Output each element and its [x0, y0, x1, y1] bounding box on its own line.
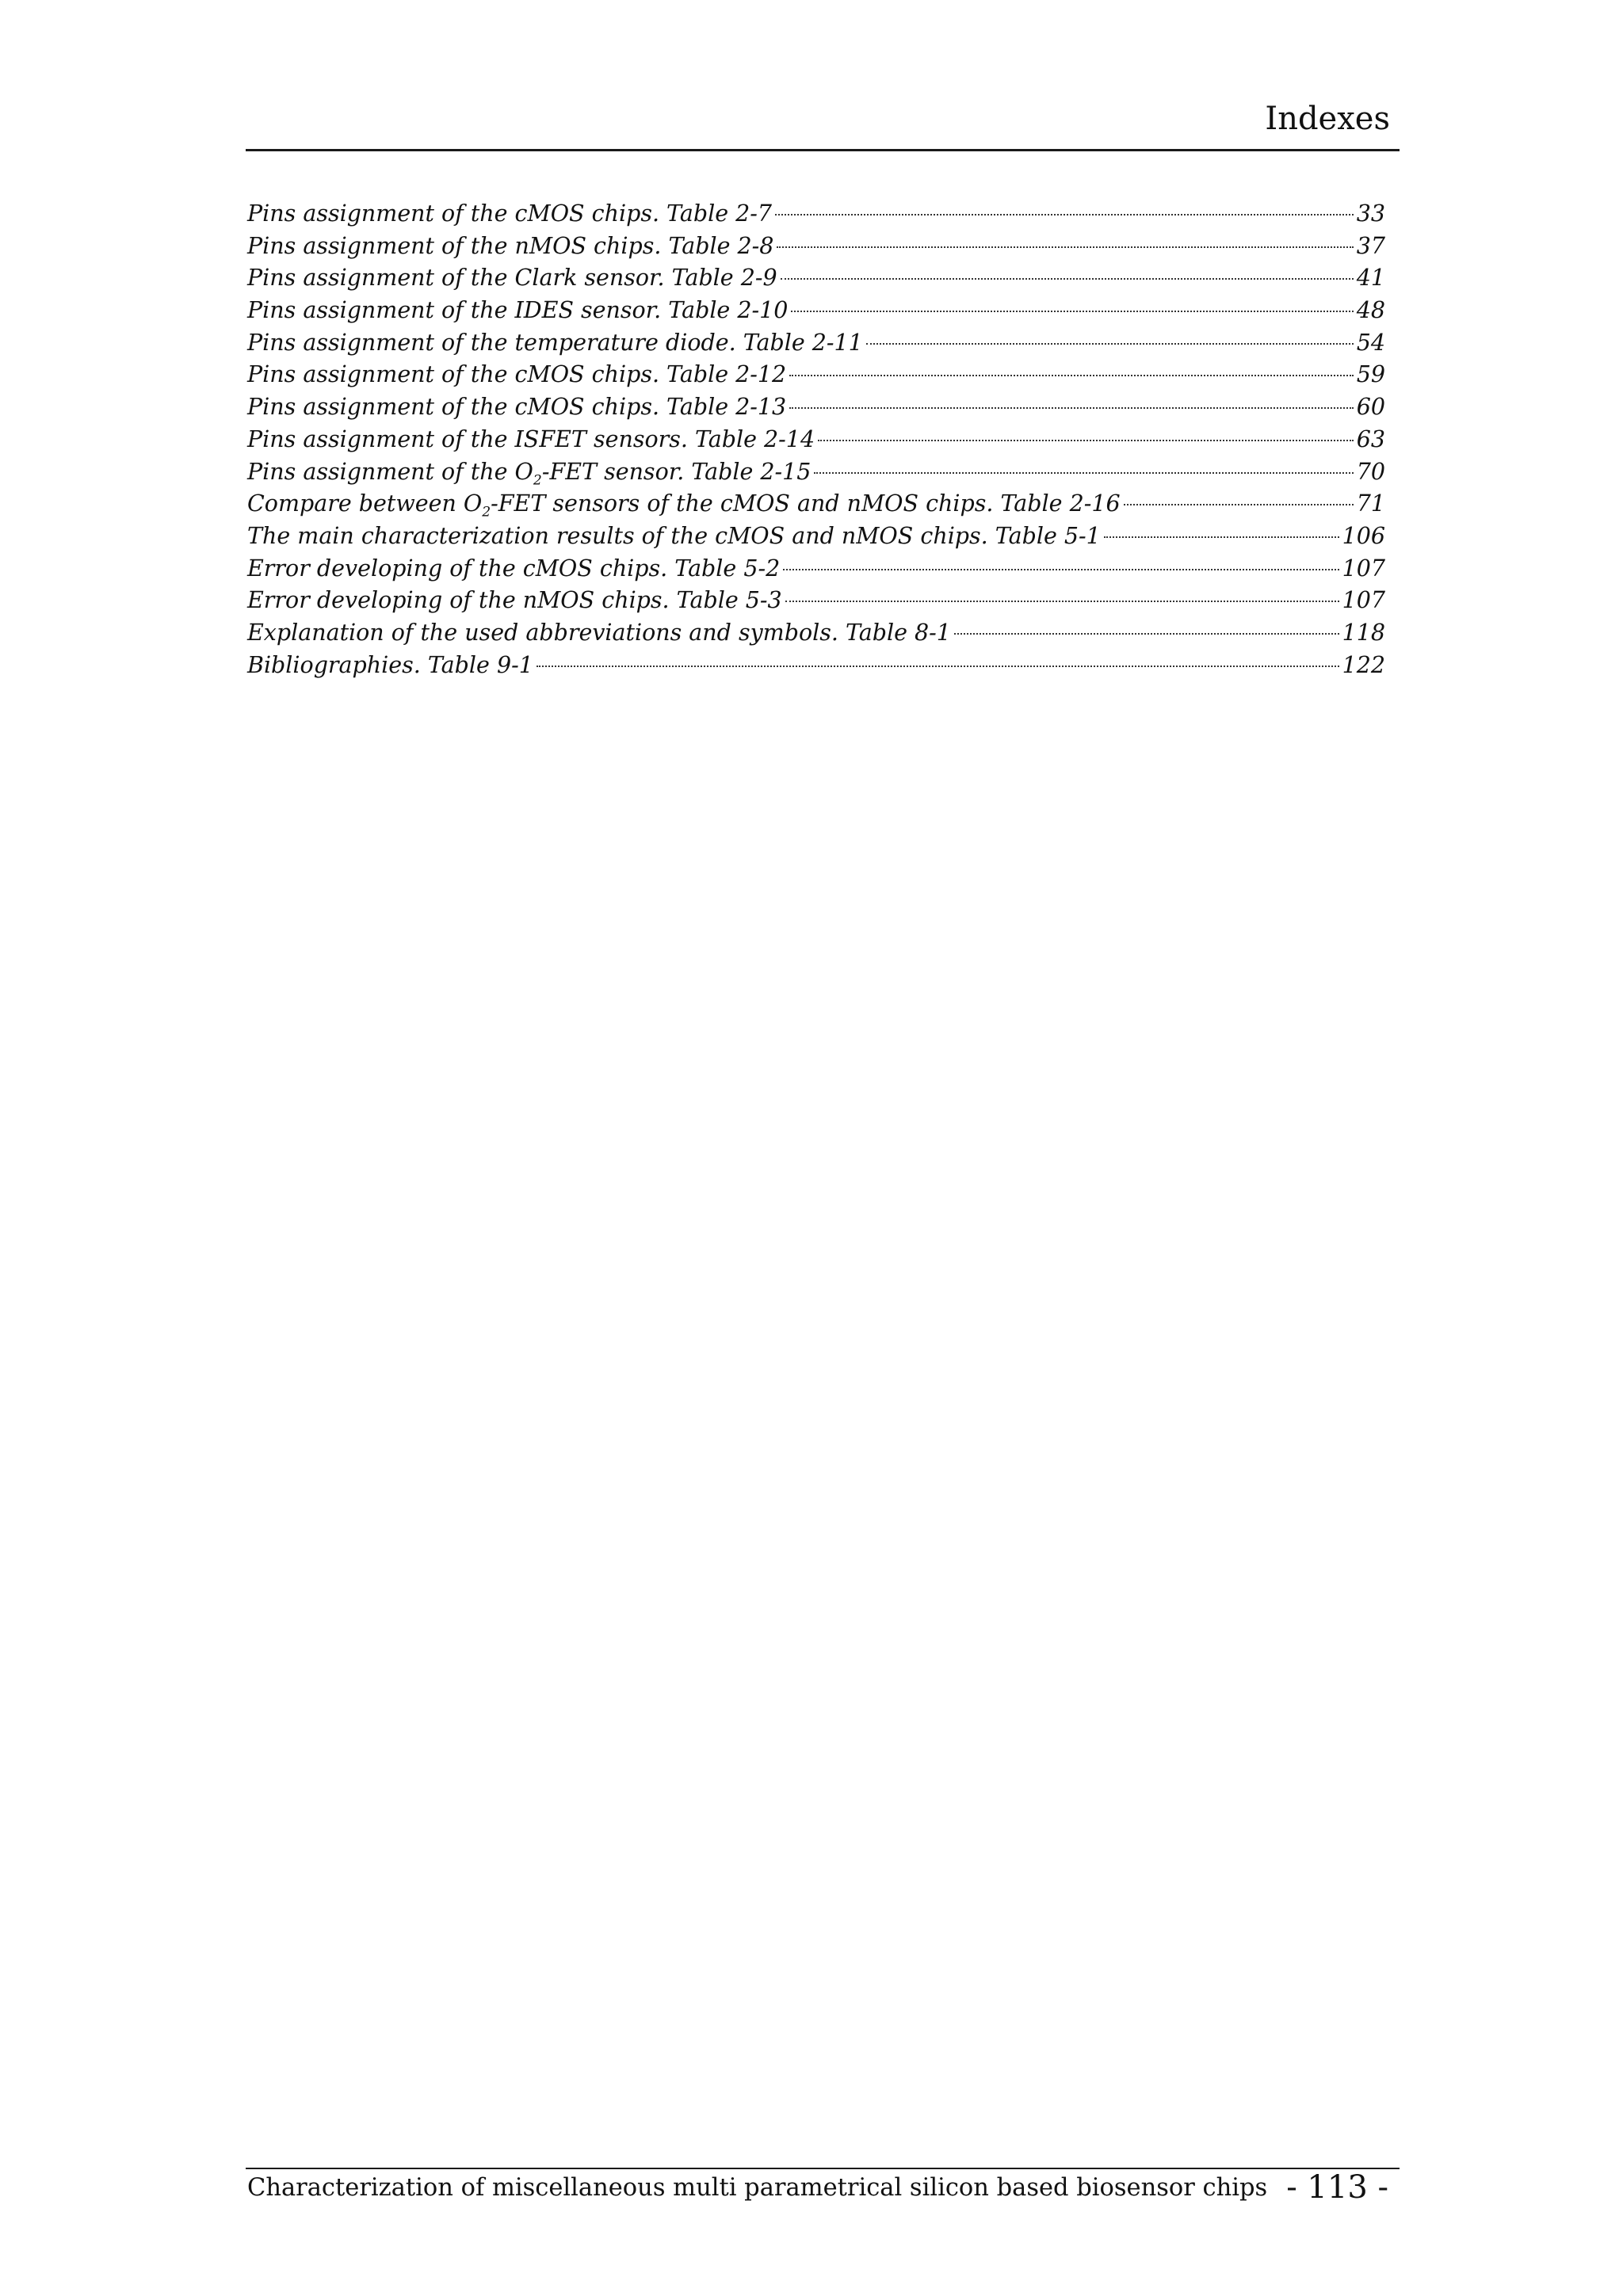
toc-entry-title: Pins assignment of the cMOS chips. Table 2-12 [247, 361, 787, 388]
toc-entry-page: 122 [1342, 651, 1385, 678]
toc-entry[interactable] [247, 553, 1385, 585]
toc-entry-page: 33 [1356, 200, 1385, 227]
toc-entry[interactable] [247, 359, 1385, 391]
toc-entry-title: Pins assignment of the temperature diode. Table 2-11 [247, 329, 863, 356]
page-number: - 113 - [1286, 2169, 1388, 2206]
dot-leader [791, 311, 1353, 312]
toc-entry[interactable] [247, 521, 1385, 553]
dot-leader [777, 246, 1353, 248]
toc-entry-title: Pins assignment of the Clark sensor. Table 2-9 [247, 265, 777, 292]
toc-entry-page: 54 [1356, 329, 1385, 356]
header-title: Indexes [1265, 101, 1390, 137]
dot-leader [781, 278, 1354, 280]
dot-leader [789, 375, 1354, 376]
page-footer [246, 2168, 1400, 2217]
toc-entry-page: 48 [1356, 297, 1385, 324]
toc-entry-title: Error developing of the nMOS chips. Table 5-3 [247, 587, 782, 614]
dot-leader [789, 407, 1354, 409]
dot-leader [954, 633, 1339, 635]
subscript: 2 [533, 472, 542, 489]
toc-entry-title: Compare between $O_2$-FET sensors of the cMOS and nMOS chips. Table 2-16 [247, 490, 1121, 521]
dot-leader [866, 343, 1354, 345]
toc-entry-page: 63 [1356, 425, 1385, 452]
toc-entry-title: Bibliographies. Table 9-1 [247, 651, 533, 678]
toc-entry[interactable] [247, 262, 1385, 295]
toc-entry-title: Error developing of the cMOS chips. Table 5-2 [247, 555, 781, 582]
subscript: 2 [482, 504, 491, 521]
toc-entry-page: 71 [1356, 490, 1385, 517]
toc-entry-title: The main characterization results of the cMOS and nMOS chips. Table 5-1 [247, 522, 1101, 549]
toc-entry[interactable] [247, 585, 1385, 617]
page-header [246, 93, 1400, 151]
toc-entry[interactable] [247, 650, 1385, 682]
toc-entry-page: 106 [1342, 522, 1385, 549]
footer-title: Characterization of miscellaneous multi parametrical silicon based biosensor chips [247, 2174, 1268, 2202]
toc-entry-page: 118 [1342, 619, 1385, 646]
dot-leader [1104, 536, 1339, 538]
toc-entry[interactable] [247, 424, 1385, 456]
toc-entry[interactable] [247, 231, 1385, 263]
dot-leader [775, 214, 1354, 215]
dot-leader [537, 666, 1339, 667]
toc-entry-page: 60 [1356, 394, 1385, 421]
dot-leader [814, 472, 1353, 474]
dot-leader [1124, 504, 1354, 505]
toc-entry[interactable] [247, 488, 1385, 521]
toc-entry-page: 37 [1356, 232, 1385, 259]
toc-entry-page: 41 [1356, 265, 1385, 292]
toc-entry-title: Pins assignment of the ISFET sensors. Table 2-14 [247, 425, 815, 452]
dot-leader [783, 569, 1338, 570]
toc-entry[interactable] [247, 295, 1385, 327]
toc-entry-title: Pins assignment of the cMOS chips. Table 2-13 [247, 394, 787, 421]
toc-entry[interactable] [247, 391, 1385, 424]
toc-entry[interactable] [247, 456, 1385, 489]
toc-entry-title: Pins assignment of the cMOS chips. Table 2-7 [247, 200, 773, 227]
table-of-tables [247, 198, 1385, 681]
toc-entry[interactable] [247, 198, 1385, 231]
dot-leader [785, 601, 1339, 602]
toc-entry-title: Pins assignment of the nMOS chips. Table 2-8 [247, 232, 774, 259]
toc-entry-page: 107 [1342, 555, 1385, 582]
toc-entry[interactable] [247, 327, 1385, 360]
toc-entry-page: 59 [1356, 361, 1385, 388]
toc-entry-page: 70 [1356, 458, 1385, 485]
toc-entry-title: Pins assignment of the IDES sensor. Table 2-10 [247, 297, 789, 324]
toc-entry-title: Explanation of the used abbreviations and symbols. Table 8-1 [247, 619, 951, 646]
dot-leader [818, 440, 1354, 441]
toc-entry-page: 107 [1342, 587, 1385, 614]
toc-entry-title: Pins assignment of the $O_2$-FET sensor. Table 2-15 [247, 458, 812, 489]
toc-entry[interactable] [247, 617, 1385, 650]
